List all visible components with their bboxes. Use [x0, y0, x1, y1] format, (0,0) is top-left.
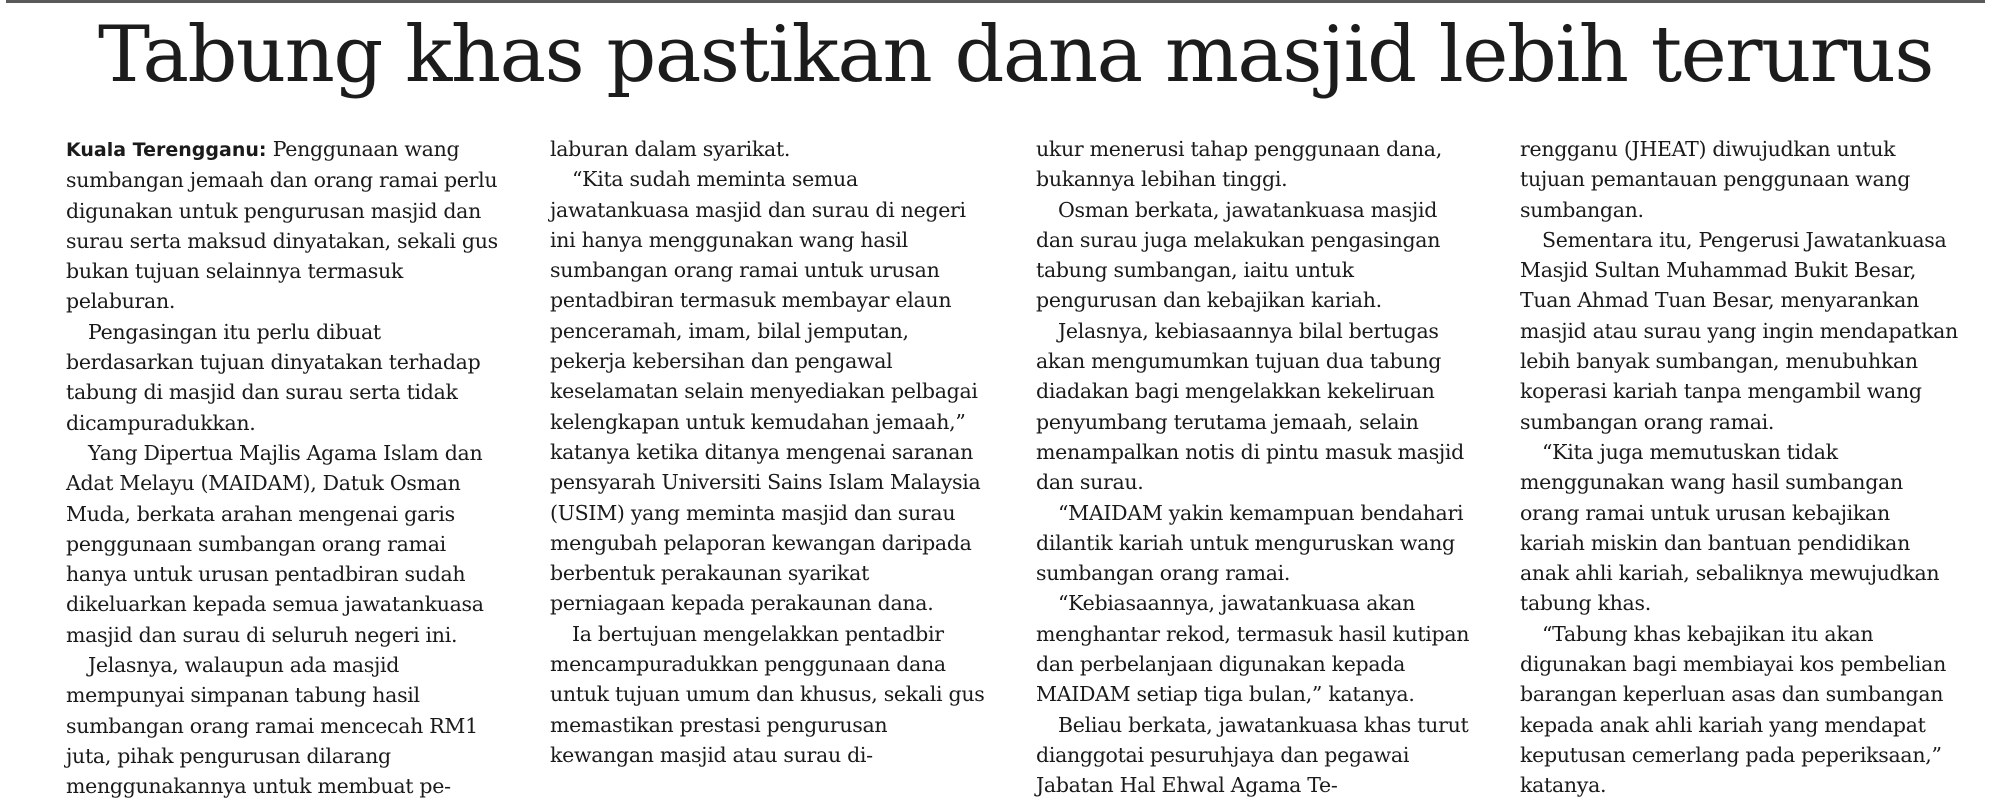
- paragraph: Pengasingan itu perlu dibuat berdasarkan tujuan dinyatakan terhadap tabung di masjid dan surau serta tidak dicampuradukkan.: [66, 319, 481, 435]
- paragraph: [66, 134, 506, 317]
- dateline: Kuala Terengganu:: [66, 139, 267, 161]
- paragraph: “Kebiasaannya, jawatankuasa akan menghantar rekod, termasuk hasil kutipan dan perbelanjaan digunakan kepada MAIDAM setiap tiga bulan,” katanya.: [1036, 591, 1470, 707]
- column-1: [66, 134, 506, 802]
- paragraph: laburan dalam syarikat.: [550, 137, 791, 161]
- paragraph: Beliau berkata, jawatankuasa khas turut dianggotai pesuruhjaya dan pegawai Jabatan Hal Ehwal Agama Te-: [1036, 712, 1469, 798]
- paragraph: ukur menerusi tahap penggunaan dana, bukannya lebihan tinggi.: [1036, 137, 1442, 192]
- paragraph-text: Penggunaan wang sumbangan jemaah dan orang ramai perlu digunakan untuk pengurusan masjid dan surau serta maksud dinyatakan, sekali gus bukan tujuan selainnya termasuk pelaburan.: [66, 137, 498, 314]
- column-2: [550, 134, 990, 770]
- paragraph: Jelasnya, walaupun ada masjid mempunyai simpanan tabung hasil sumbangan orang ramai mencecah RM1 juta, pihak pengurusan dilarang menggunakannya untuk membuat pe-: [66, 653, 478, 799]
- paragraph: “MAIDAM yakin kemampuan bendahari dilantik kariah untuk menguruskan wang sumbangan orang ramai.: [1036, 500, 1464, 586]
- paragraph: “Tabung khas kebajikan itu akan digunakan bagi membiayai kos pembelian barangan keperluan asas dan sumbangan kepada anak ahli kariah yang mendapat keputusan cemerlang pada peperiksaan,” katanya.: [1520, 621, 1947, 798]
- paragraph: Ia bertujuan mengelakkan pentadbir mencampuradukkan penggunaan dana untuk tujuan umum dan khusus, sekali gus memastikan prestasi pengurusan kewangan masjid atau surau di-: [550, 621, 985, 767]
- article-body: [66, 134, 1980, 799]
- paragraph: “Kita sudah meminta semua jawatankuasa masjid dan surau di negeri ini hanya menggunakan wang hasil sumbangan orang ramai untuk urusan pentadbiran termasuk membayar elaun penceramah, imam, bilal jemputan, pekerja kebersihan dan pengawal keselamatan selain menyediakan pelbagai kelengkapan untuk kemudahan jemaah,” katanya ketika ditanya mengenai saranan pensyarah Universiti Sains Islam Malaysia (USIM) yang meminta masjid dan surau mengubah pelaporan kewangan daripada berbentuk perakaunan syarikat perniagaan kepada perakaunan dana.: [550, 167, 981, 616]
- paragraph: Yang Dipertua Majlis Agama Islam dan Adat Melayu (MAIDAM), Datuk Osman Muda, berkata arahan mengenai garis penggunaan sumbangan orang ramai hanya untuk urusan pentadbiran sudah dikeluarkan kepada semua jawatankuasa masjid dan surau di seluruh negeri ini.: [66, 440, 484, 647]
- paragraph: Osman berkata, jawatankuasa masjid dan surau juga melakukan pengasingan tabung sumbangan, iaitu untuk pengurusan dan kebajikan kariah.: [1036, 197, 1441, 313]
- column-4: [1520, 134, 1960, 801]
- paragraph: Sementara itu, Pengerusi Jawatankuasa Masjid Sultan Muhammad Bukit Besar, Tuan Ahmad Tuan Besar, menyarankan masjid atau surau yang ingin mendapatkan lebih banyak sumbangan, menubuhkan koperasi kariah tanpa mengambil wang sumbangan orang ramai.: [1520, 227, 1958, 434]
- headline: Tabung khas pastikan dana masjid lebih terurus: [98, 10, 1933, 100]
- column-3: [1036, 134, 1476, 801]
- paragraph: “Kita juga memutuskan tidak menggunakan wang hasil sumbangan orang ramai untuk urusan kebajikan kariah miskin dan bantuan pendidikan anak ahli kariah, sebaliknya mewujudkan tabung khas.: [1520, 439, 1940, 616]
- paragraph: Jelasnya, kebiasaannya bilal bertugas akan mengumumkan tujuan dua tabung diadakan bagi mengelakkan kekeliruan penyumbang terutama jemaah, selain menampalkan notis di pintu masuk masjid dan surau.: [1036, 318, 1464, 495]
- paragraph: rengganu (JHEAT) diwujudkan untuk tujuan pemantauan penggunaan wang sumbangan.: [1520, 137, 1911, 222]
